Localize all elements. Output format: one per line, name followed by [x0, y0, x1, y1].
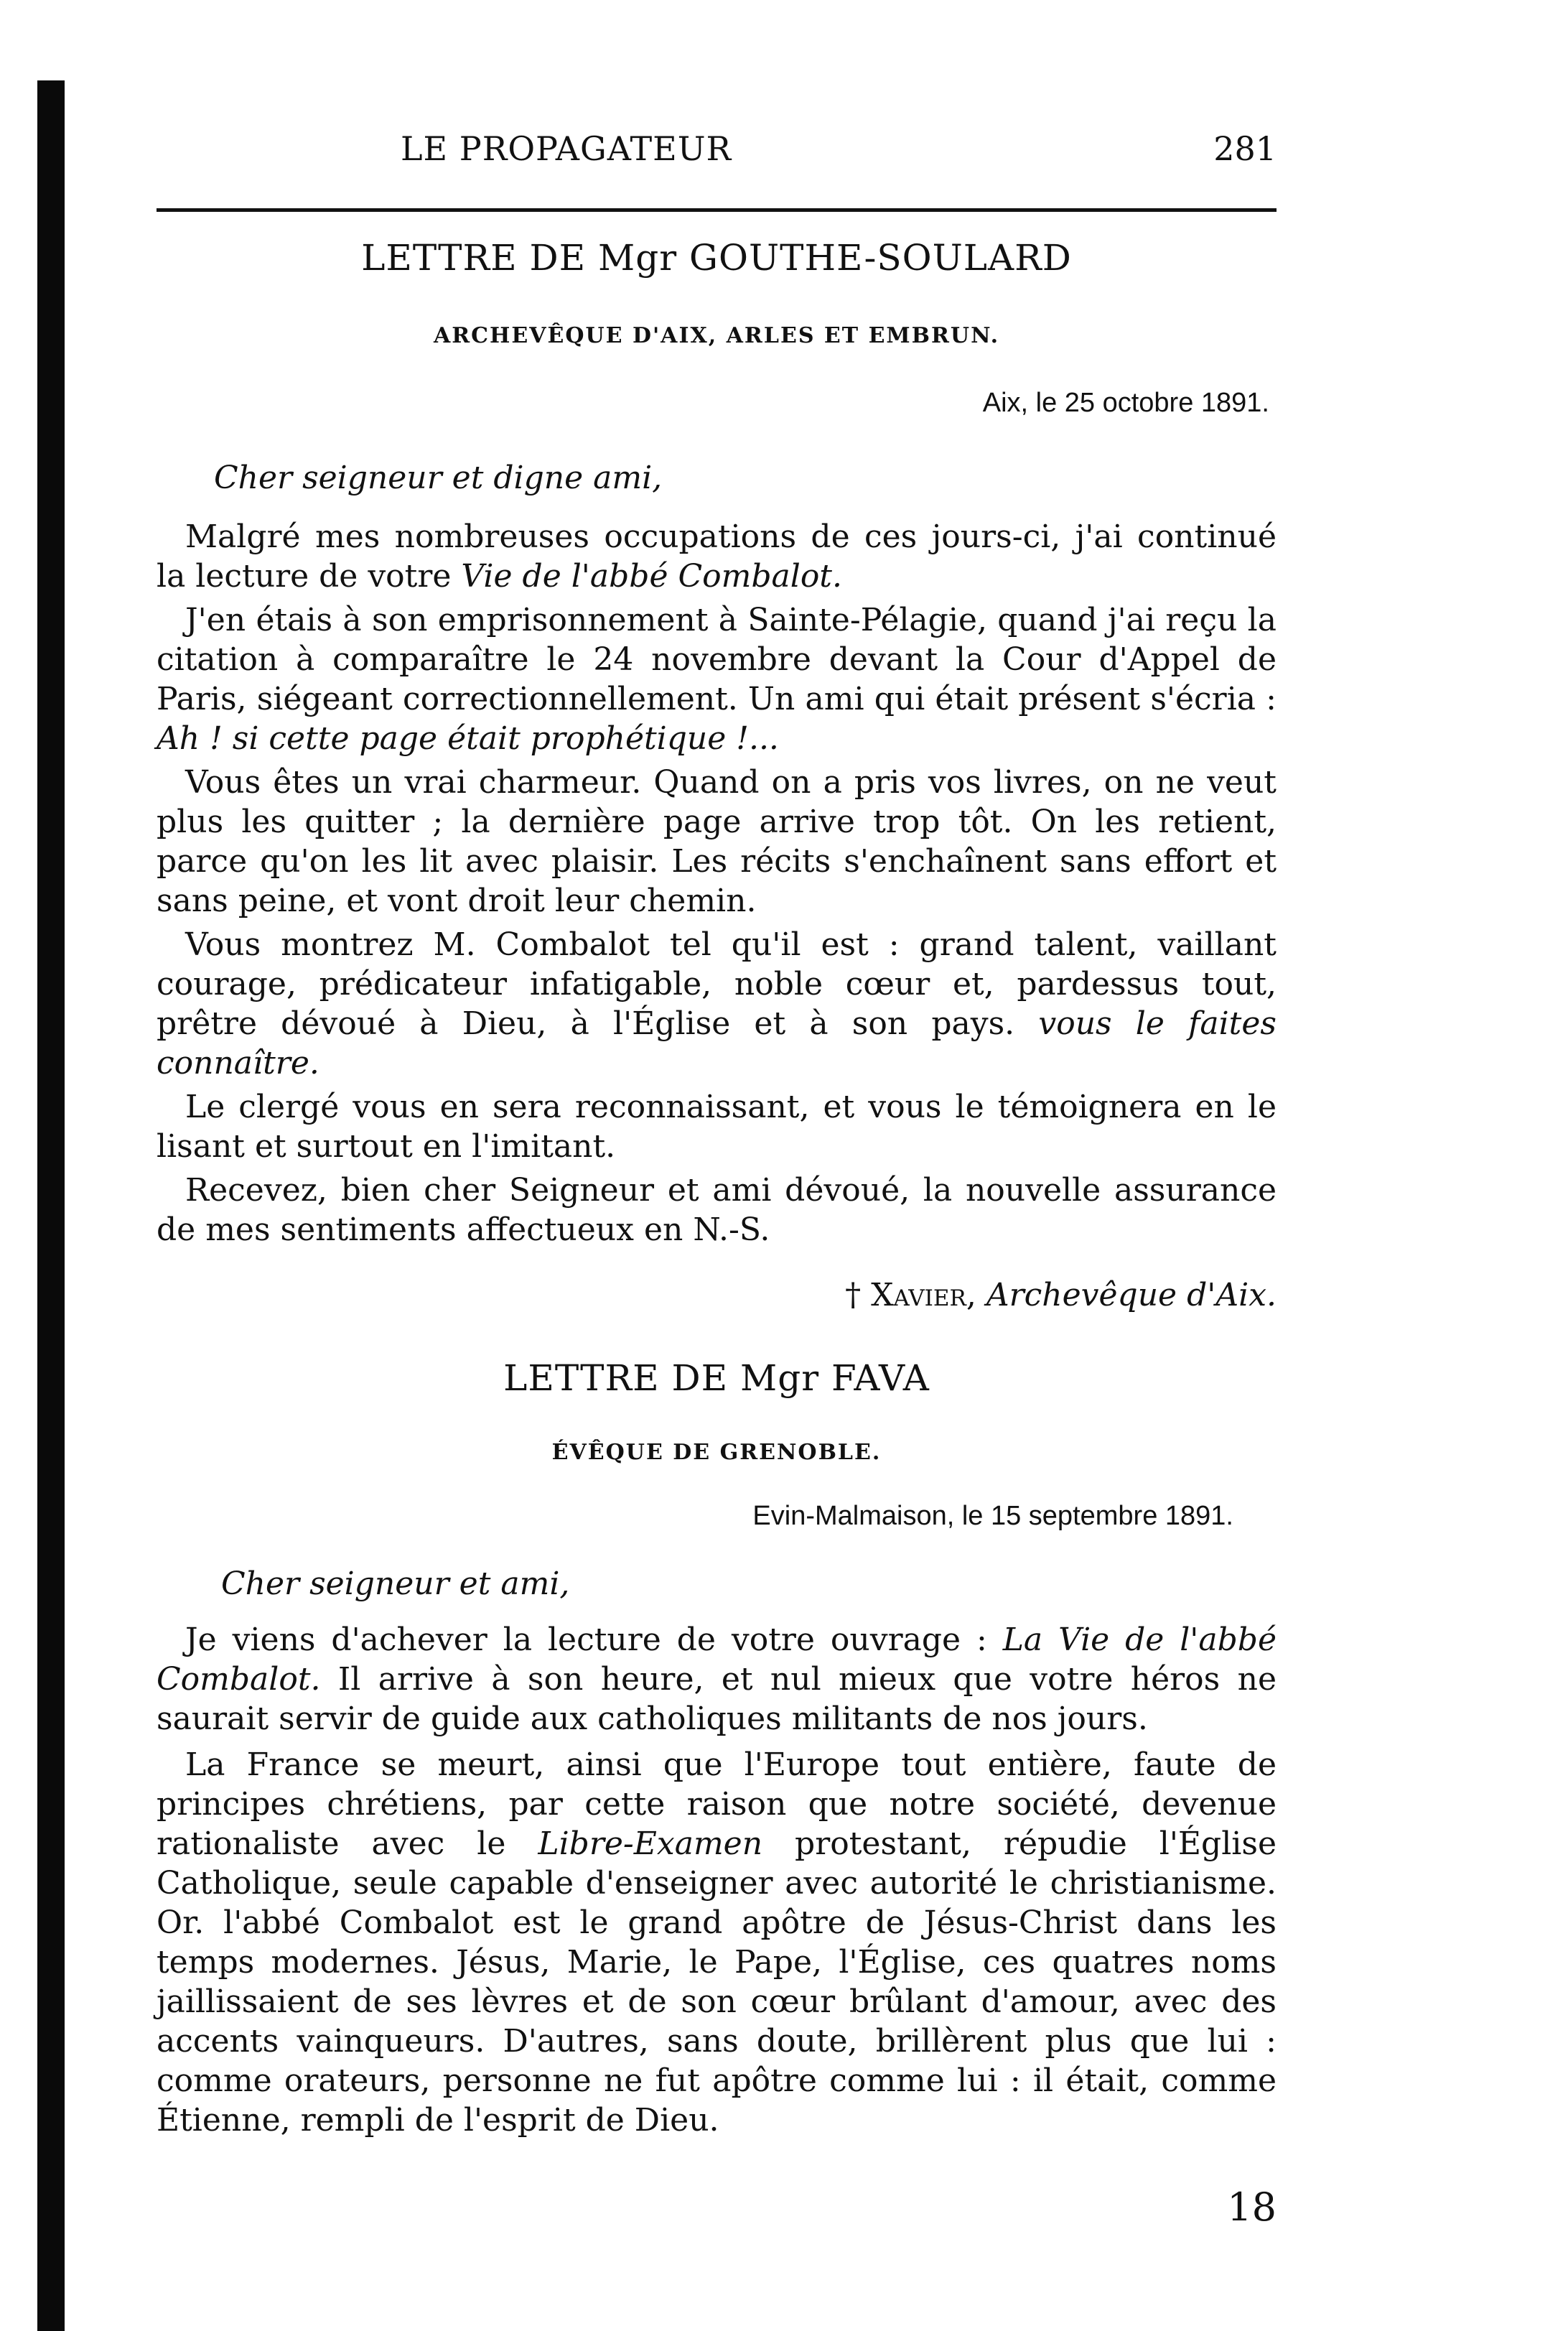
letter1-signature	[845, 1277, 1277, 1313]
letter2-paragraph-2: La France se meurt, ainsi que l'Europe tout entière, faute de principes chrétiens, par cette raison que notre société, devenue rationaliste avec le Libre-Examen protestant, répudie l'Église Catholique, seule capable d'enseigner avec autorité le christianisme. Or. l'abbé Combalot est le grand apôtre de Jésus-Christ dans les temps modernes. Jésus, Marie, le Pape, l'Église, ces quatres noms jaillissaient de ses lèvres et de son cœur brûlant d'amour, avec des accents vainqueurs. D'autres, sans doute, brillèrent plus que lui : comme orateurs, personne ne fut apôtre comme lui : il était, comme Étienne, rempli de l'esprit de Dieu.	[157, 1746, 1277, 2139]
letter1-subtitle: ARCHEVÊQUE D'AIX, ARLES ET EMBRUN.	[433, 323, 1000, 348]
letter1-title: LETTRE DE Mgr GOUTHE-SOULARD	[361, 237, 1072, 279]
running-head	[157, 115, 1277, 180]
letter1-paragraph-3: Vous êtes un vrai charmeur. Quand on a pris vos livres, on ne veut plus les quitter ; la dernière page arrive trop tôt. On les retient, parce qu'on les lit avec plaisir. Les récits s'enchaînent sans effort et sans peine, et vont droit leur chemin.	[157, 764, 1277, 919]
letter1-paragraph-2: J'en étais à son emprisonnement à Sainte-Pélagie, quand j'ai reçu la citation à comparaître le 24 novembre devant la Cour d'Appel de Paris, siégeant correctionnellement. Un ami qui était présent s'écria : Ah ! si cette page était prophétique !...	[157, 602, 1277, 757]
letter2-title: LETTRE DE Mgr FAVA	[503, 1357, 930, 1399]
running-title: LE PROPAGATEUR	[401, 129, 732, 168]
binding-edge	[37, 80, 65, 2331]
page	[157, 0, 1277, 2331]
letter1-paragraph-6: Recevez, bien cher Seigneur et ami dévoué, la nouvelle assurance de mes sentiments affectueux en N.-S.	[157, 1172, 1277, 1248]
signature-mark: 18	[1227, 2185, 1277, 2230]
letter2-dateline: Evin-Malmaison, le 15 septembre 1891.	[752, 1501, 1233, 1531]
letter2-paragraph-1: Je viens d'achever la lecture de votre ouvrage : La Vie de l'abbé Combalot. Il arrive à son heure, et nul mieux que votre héros ne saurait servir de guide aux catholiques militants de nos jours.	[157, 1622, 1277, 1737]
signature-title: Archevêque d'Aix.	[986, 1277, 1277, 1313]
letter1-paragraph-4: Vous montrez M. Combalot tel qu'il est : grand talent, vaillant courage, prédicateur infatigable, noble cœur et, pardessus tout, prêtre dévoué à Dieu, à l'Église et à son pays. vous le faites connaître.	[157, 926, 1277, 1081]
letter1-salutation: Cher seigneur et digne ami,	[214, 460, 663, 496]
page-number: 281	[1213, 129, 1277, 168]
header-rule	[157, 208, 1277, 212]
letter1-paragraph-1: Malgré mes nombreuses occupations de ces jours-ci, j'ai continué la lecture de votre Vie de l'abbé Combalot.	[157, 518, 1277, 595]
signature-name: † Xavier,	[845, 1277, 976, 1313]
letter2-salutation: Cher seigneur et ami,	[221, 1565, 570, 1602]
letter1-dateline: Aix, le 25 octobre 1891.	[982, 388, 1269, 418]
letter1-paragraph-5: Le clergé vous en sera reconnaissant, et vous le témoignera en le lisant et surtout en l'imitant.	[157, 1089, 1277, 1165]
letter2-subtitle: ÉVÊQUE DE GRENOBLE.	[551, 1440, 882, 1465]
